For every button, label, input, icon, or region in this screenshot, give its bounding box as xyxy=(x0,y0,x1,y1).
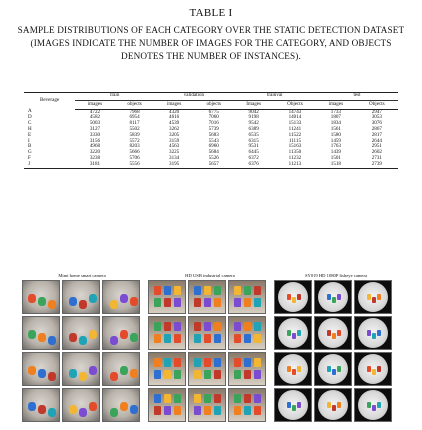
beverage-object xyxy=(204,406,211,415)
beverage-object xyxy=(297,402,301,408)
beverage-object xyxy=(69,333,77,342)
table-cell: 5543 xyxy=(208,137,219,144)
table-cell: 8203 xyxy=(129,143,140,150)
sample-image xyxy=(228,352,266,386)
table-cell: 3127 xyxy=(89,125,101,132)
beverage-object xyxy=(130,405,138,414)
sample-image xyxy=(62,316,100,350)
beverage-object xyxy=(367,330,371,336)
table-cell: 9531 xyxy=(248,143,259,150)
sample-image xyxy=(314,352,352,386)
beverage-object xyxy=(244,334,251,343)
table-cell: 1733 xyxy=(330,108,341,115)
beverage-object xyxy=(174,370,181,379)
table-cell: 11213 xyxy=(274,162,316,168)
sample-image xyxy=(62,388,100,422)
sample-image xyxy=(22,352,60,386)
group-header: train xyxy=(75,93,154,101)
camera-label-home: Mimi home smart camera xyxy=(58,273,106,278)
beverage-object xyxy=(254,370,261,379)
beverage-object xyxy=(194,370,201,379)
beverage-object xyxy=(79,372,87,381)
sample-image xyxy=(314,316,352,350)
table-cell: 3156 xyxy=(89,137,101,144)
beverage-object xyxy=(120,366,128,375)
beverage-label: H xyxy=(28,125,32,132)
table-cell: 9198 xyxy=(248,114,259,121)
beverage-object xyxy=(327,294,331,300)
beverage-object xyxy=(234,322,241,331)
group-header-row xyxy=(24,93,398,101)
beverage-object xyxy=(244,394,251,403)
beverage-object xyxy=(174,406,181,415)
beverage-object xyxy=(194,298,201,307)
beverage-object xyxy=(297,330,301,336)
beverage-object xyxy=(214,334,221,343)
sample-grid-usb-camera xyxy=(148,280,266,422)
sample-image xyxy=(102,388,140,422)
beverage-object xyxy=(69,369,77,378)
group-header: test xyxy=(316,93,398,101)
beverage-label: J xyxy=(24,162,75,168)
beverage-object xyxy=(254,358,261,367)
table-cell: 9042 xyxy=(248,108,259,115)
table-cell: 3134 xyxy=(169,154,180,161)
table-cell: 4582 xyxy=(89,114,101,121)
table-cell: 4320 xyxy=(169,108,180,115)
beverage-object xyxy=(327,366,331,372)
sample-image xyxy=(354,316,392,350)
sample-image xyxy=(228,388,266,422)
sample-image xyxy=(102,352,140,386)
beverage-object xyxy=(234,334,241,343)
beverage-object xyxy=(130,369,138,378)
beverage-object xyxy=(244,406,251,415)
sample-image xyxy=(188,280,226,314)
beverage-object xyxy=(154,370,161,379)
beverage-object xyxy=(214,298,221,307)
beverage-object xyxy=(89,330,97,339)
beverage-object xyxy=(110,372,118,381)
beverage-object xyxy=(254,394,261,403)
sample-image xyxy=(188,352,226,386)
beverage-object xyxy=(174,394,181,403)
beverage-object xyxy=(110,300,118,309)
beverage-object xyxy=(337,294,341,300)
beverage-object xyxy=(194,322,201,331)
beverage-object xyxy=(48,300,56,309)
beverage-object xyxy=(244,358,251,367)
beverage-label: G xyxy=(28,149,32,156)
sub-header-row xyxy=(24,100,398,109)
beverage-object xyxy=(337,366,341,372)
table-cell: 5502 xyxy=(129,125,140,132)
beverage-object xyxy=(234,394,241,403)
beverage-object xyxy=(38,333,46,342)
beverage-object xyxy=(287,402,291,408)
beverage-object xyxy=(377,294,381,300)
table-cell: 1501 xyxy=(330,154,341,161)
beverage-object xyxy=(214,406,221,415)
beverage-object xyxy=(79,300,87,309)
table-cell: 3205 xyxy=(169,131,180,138)
sample-image xyxy=(354,388,392,422)
beverage-object xyxy=(48,408,56,417)
table-cell: 6315 xyxy=(248,137,259,144)
table-cell: 4616 xyxy=(169,114,180,121)
beverage-object xyxy=(297,366,301,372)
beverage-object xyxy=(297,294,301,300)
beverage-object xyxy=(194,394,201,403)
beverage-object xyxy=(214,370,221,379)
sub-header: Objects xyxy=(274,100,316,109)
beverage-object xyxy=(164,322,171,331)
table-cell: 7016 xyxy=(208,120,219,127)
beverage-object xyxy=(164,286,171,295)
beverage-object xyxy=(110,336,118,345)
beverage-object xyxy=(28,330,36,339)
beverage-object xyxy=(214,394,221,403)
beverage-object xyxy=(372,333,376,339)
beverage-label: B xyxy=(28,143,32,150)
beverage-object xyxy=(337,330,341,336)
sample-image xyxy=(354,280,392,314)
table-cell: 1807 xyxy=(330,114,341,121)
sample-grid-fisheye-camera xyxy=(274,280,392,422)
table-cell: 11115 xyxy=(288,137,302,144)
camera-label-fisheye: SY019 HD 1080P fisheye camera xyxy=(304,273,368,278)
distribution-table xyxy=(24,92,398,169)
beverage-object xyxy=(154,322,161,331)
beverage-object xyxy=(254,334,261,343)
beverage-object xyxy=(154,406,161,415)
sample-image xyxy=(274,352,312,386)
table-cell: 3053 xyxy=(371,114,382,121)
sample-image xyxy=(22,280,60,314)
table-cell: 6376 xyxy=(234,162,274,168)
table-cell: 6960 xyxy=(208,143,219,150)
table-cell: 6954 xyxy=(129,114,140,121)
sample-image xyxy=(62,352,100,386)
beverage-object xyxy=(292,297,296,303)
beverage-object xyxy=(372,369,376,375)
beverage-object xyxy=(164,334,171,343)
beverage-object xyxy=(214,358,221,367)
table-cell: 5706 xyxy=(129,154,140,161)
table-cell: 3220 xyxy=(89,149,101,156)
beverage-object xyxy=(164,406,171,415)
table-cell: 6775 xyxy=(208,108,219,115)
sample-image xyxy=(274,316,312,350)
beverage-object xyxy=(154,334,161,343)
beverage-object xyxy=(204,322,211,331)
table-cell: 11232 xyxy=(288,154,302,161)
sample-image xyxy=(228,280,266,314)
sample-image xyxy=(314,388,352,422)
beverage-object xyxy=(332,297,336,303)
sample-image xyxy=(188,316,226,350)
beverage-object xyxy=(164,394,171,403)
beverage-object xyxy=(254,322,261,331)
row-header: Beverage xyxy=(24,93,75,110)
beverage-object xyxy=(332,333,336,339)
table-caption: SAMPLE DISTRIBUTIONS OF EACH CATEGORY OVER THE STATIC DETECTION DATASET (IMAGES INDICATE THE NUMBER OF IMAGES FOR THE CATEGORY, AND OBJECTS DENOTES THE NUMBER OF INSTANCES). xyxy=(17,25,405,61)
beverage-object xyxy=(69,297,77,306)
beverage-object xyxy=(28,402,36,411)
sample-image xyxy=(148,316,186,350)
beverage-object xyxy=(79,408,87,417)
table-body xyxy=(24,109,398,168)
table-cell: 14743 xyxy=(288,108,302,115)
table-cell: 5684 xyxy=(208,149,219,156)
table-cell: 2867 xyxy=(371,125,382,132)
beverage-object xyxy=(292,369,296,375)
sub-header: images xyxy=(316,100,356,109)
beverage-object xyxy=(164,370,171,379)
sub-header: objects xyxy=(194,100,234,109)
sample-image xyxy=(148,388,186,422)
beverage-object xyxy=(89,366,97,375)
beverage-object xyxy=(174,358,181,367)
table-cell: 5572 xyxy=(129,137,140,144)
sample-image xyxy=(62,280,100,314)
table-cell: 11241 xyxy=(288,125,302,132)
beverage-label: E xyxy=(28,131,32,138)
beverage-object xyxy=(332,369,336,375)
beverage-object xyxy=(89,402,97,411)
beverage-object xyxy=(174,322,181,331)
table-cell: 2817 xyxy=(371,131,382,138)
table-cell: 14014 xyxy=(288,114,302,121)
table-cell: 6389 xyxy=(248,125,259,132)
table-cell: 5556 xyxy=(115,162,155,168)
sample-image xyxy=(148,280,186,314)
table-cell: 1580 xyxy=(330,131,341,138)
table-cell: 11522 xyxy=(288,131,302,138)
beverage-object xyxy=(372,405,376,411)
sub-header: Images xyxy=(234,100,274,109)
table-cell: 4563 xyxy=(169,143,180,150)
table-cell: 11350 xyxy=(288,149,302,156)
table-cell: 2731 xyxy=(371,154,382,161)
beverage-object xyxy=(174,286,181,295)
table-cell: 5739 xyxy=(208,125,219,132)
sample-grid-home-camera xyxy=(22,280,140,422)
beverage-object xyxy=(48,336,56,345)
beverage-object xyxy=(120,294,128,303)
sample-image xyxy=(314,280,352,314)
table-cell: 3159 xyxy=(169,137,180,144)
group-header: trainval xyxy=(234,93,317,101)
table-cell: 4722 xyxy=(89,108,101,115)
beverage-object xyxy=(120,402,128,411)
table-cell: 3225 xyxy=(169,149,180,156)
table-cell: 4539 xyxy=(169,120,180,127)
table-cell: 1763 xyxy=(330,143,341,150)
beverage-object xyxy=(154,394,161,403)
group-header: validation xyxy=(154,93,233,101)
beverage-object xyxy=(254,406,261,415)
table-cell: 2602 xyxy=(371,149,382,156)
beverage-object xyxy=(234,358,241,367)
beverage-object xyxy=(194,334,201,343)
beverage-object xyxy=(69,405,77,414)
beverage-label: C xyxy=(28,120,32,127)
table-cell: 4968 xyxy=(89,143,101,150)
beverage-object xyxy=(204,370,211,379)
beverage-object xyxy=(234,298,241,307)
beverage-label: D xyxy=(28,114,32,121)
beverage-object xyxy=(332,405,336,411)
beverage-object xyxy=(48,372,56,381)
beverage-object xyxy=(38,369,46,378)
beverage-object xyxy=(28,366,36,375)
sample-image xyxy=(102,280,140,314)
table-cell: 3076 xyxy=(371,120,382,127)
beverage-object xyxy=(154,286,161,295)
beverage-object xyxy=(214,286,221,295)
beverage-object xyxy=(130,297,138,306)
beverage-object xyxy=(327,330,331,336)
sample-image xyxy=(102,316,140,350)
beverage-object xyxy=(164,358,171,367)
sub-header: images xyxy=(154,100,194,109)
sub-header: objects xyxy=(115,100,155,109)
beverage-object xyxy=(120,330,128,339)
table-cell: 7060 xyxy=(208,114,219,121)
table-cell: 2951 xyxy=(371,143,382,150)
beverage-object xyxy=(337,402,341,408)
beverage-object xyxy=(194,406,201,415)
beverage-object xyxy=(204,298,211,307)
camera-label-usb: HD USB industrial camera xyxy=(185,273,235,278)
table-cell: 3262 xyxy=(169,125,180,132)
beverage-object xyxy=(234,370,241,379)
beverage-object xyxy=(214,322,221,331)
table-cell: 2739 xyxy=(356,162,398,168)
beverage-object xyxy=(28,294,36,303)
table-cell: 5003 xyxy=(89,120,101,127)
table-cell: 3195 xyxy=(154,162,194,168)
beverage-object xyxy=(367,294,371,300)
beverage-object xyxy=(204,286,211,295)
table-cell: 6372 xyxy=(248,154,259,161)
sample-image xyxy=(274,280,312,314)
table-cell: 1518 xyxy=(316,162,356,168)
beverage-object xyxy=(244,322,251,331)
table-cell: 9542 xyxy=(248,120,259,127)
beverage-object xyxy=(174,334,181,343)
beverage-label: I xyxy=(28,137,30,144)
beverage-object xyxy=(164,298,171,307)
table-cell: 3330 xyxy=(89,131,101,138)
beverage-object xyxy=(254,286,261,295)
table-row xyxy=(24,162,398,168)
sample-image xyxy=(354,352,392,386)
table-cell: 5657 xyxy=(194,162,234,168)
sample-image xyxy=(148,352,186,386)
table-title: TABLE I xyxy=(189,7,233,19)
beverage-object xyxy=(377,330,381,336)
beverage-object xyxy=(327,402,331,408)
table-cell: 1561 xyxy=(330,125,341,132)
table-cell: 7968 xyxy=(129,108,140,115)
table-cell: 2947 xyxy=(371,108,382,115)
sample-image xyxy=(274,388,312,422)
beverage-object xyxy=(292,405,296,411)
table-cell: 5683 xyxy=(208,131,219,138)
beverage-object xyxy=(154,358,161,367)
table-cell: 6535 xyxy=(248,131,259,138)
beverage-object xyxy=(287,330,291,336)
beverage-object xyxy=(204,358,211,367)
table-cell: 15163 xyxy=(288,143,302,150)
beverage-object xyxy=(38,297,46,306)
beverage-object xyxy=(377,402,381,408)
beverage-object xyxy=(292,333,296,339)
sub-header: images xyxy=(75,100,115,109)
beverage-object xyxy=(79,336,87,345)
beverage-object xyxy=(38,405,46,414)
beverage-object xyxy=(110,408,118,417)
beverage-label: A xyxy=(28,108,32,115)
beverage-object xyxy=(244,298,251,307)
beverage-object xyxy=(377,366,381,372)
beverage-object xyxy=(254,298,261,307)
beverage-object xyxy=(244,370,251,379)
sample-image xyxy=(228,316,266,350)
table-cell: 3238 xyxy=(89,154,101,161)
sub-header: Objects xyxy=(356,100,398,109)
beverage-object xyxy=(367,402,371,408)
beverage-object xyxy=(367,366,371,372)
beverage-object xyxy=(234,286,241,295)
table-cell: 5666 xyxy=(129,149,140,156)
beverage-object xyxy=(204,394,211,403)
beverage-object xyxy=(204,334,211,343)
table-cell: 8117 xyxy=(129,120,140,127)
table-cell: 3181 xyxy=(75,162,115,168)
beverage-label: F xyxy=(28,154,31,161)
table-cell: 2644 xyxy=(371,137,382,144)
table-cell: 1459 xyxy=(330,137,341,144)
sample-image xyxy=(22,316,60,350)
table-cell: 5839 xyxy=(129,131,140,138)
table-cell: 5526 xyxy=(208,154,219,161)
table-cell: 6445 xyxy=(248,149,259,156)
sample-image xyxy=(188,388,226,422)
beverage-object xyxy=(194,286,201,295)
table-cell: 1834 xyxy=(330,120,341,127)
beverage-object xyxy=(130,333,138,342)
beverage-object xyxy=(174,298,181,307)
beverage-object xyxy=(154,298,161,307)
beverage-object xyxy=(194,358,201,367)
beverage-object xyxy=(287,366,291,372)
beverage-object xyxy=(372,297,376,303)
table-cell: 1439 xyxy=(330,149,341,156)
table-cell: 15133 xyxy=(288,120,302,127)
sample-image xyxy=(22,388,60,422)
beverage-object xyxy=(234,406,241,415)
beverage-object xyxy=(287,294,291,300)
beverage-object xyxy=(89,294,97,303)
beverage-object xyxy=(244,286,251,295)
